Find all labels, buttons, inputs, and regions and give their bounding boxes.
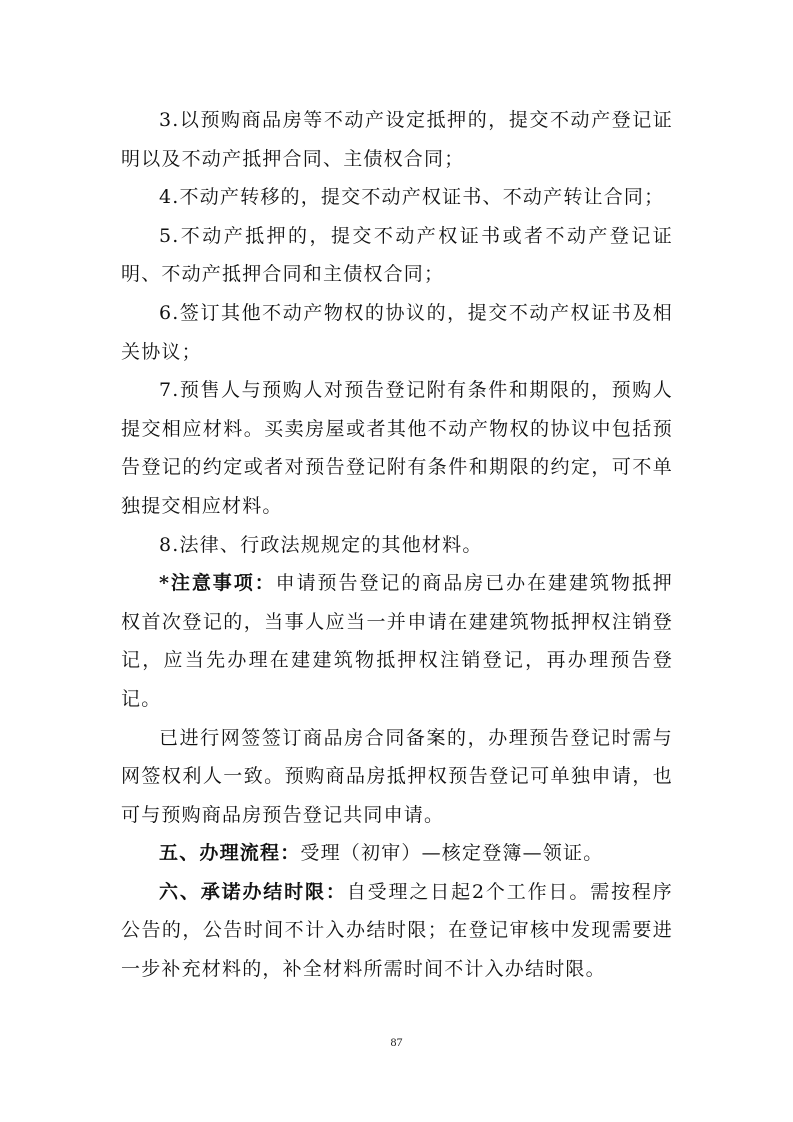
paragraph-online-signing [121, 719, 673, 835]
paragraph-item-3 [121, 101, 673, 178]
notice-heading: *注意事项： [159, 572, 276, 595]
paragraph-text: 申请预告登记的商品房已办在建建筑物抵押权首次登记的，当事人应当一并申请在建建筑物抵押权注销登记，应当先办理在建建筑物抵押权注销登记，再办理预告登记。 [121, 572, 673, 710]
paragraph-process [121, 834, 673, 873]
process-heading: 五、办理流程： [159, 842, 301, 865]
paragraph-text: 7.预售人与预购人对预告登记附有条件和期限的，预购人提交相应材料。买卖房屋或者其他不动产物权的协议中包括预告登记的约定或者对预告登记附有条件和期限的约定，可不单独提交相应材料。 [121, 379, 673, 517]
paragraph-notice [121, 564, 673, 718]
paragraph-text: 6.签订其他不动产物权的协议的，提交不动产权证书及相关协议； [121, 301, 673, 363]
paragraph-text: 3.以预购商品房等不动产设定抵押的，提交不动产登记证明以及不动产抵押合同、主债权合同； [121, 109, 673, 170]
paragraph-item-6 [121, 294, 673, 371]
paragraph-time-limit [121, 873, 673, 989]
page-number: 87 [390, 1035, 403, 1049]
paragraph-item-7 [121, 371, 673, 525]
paragraph-item-4 [121, 178, 673, 217]
paragraph-text: 已进行网签签订商品房合同备案的，办理预告登记时需与网签权利人一致。预购商品房抵押权预告登记可单独申请，也可与预购商品房预告登记共同申请。 [121, 726, 673, 826]
paragraph-text: 4.不动产转移的，提交不动产权证书、不动产转让合同； [159, 186, 665, 209]
paragraph-item-8 [121, 526, 673, 565]
paragraph-text: 受理（初审）—核定登簿—领证。 [300, 842, 604, 865]
paragraph-text: 5.不动产抵押的，提交不动产权证书或者不动产登记证明、不动产抵押合同和主债权合同； [121, 224, 673, 286]
time-limit-heading: 六、承诺办结时限： [159, 880, 347, 903]
paragraph-text: 自受理之日起2个工作日。需按程序公告的，公告时间不计入办结时限；在登记审核中发现需要进一步补充材料的，补全材料所需时间不计入办结时限。 [121, 880, 673, 981]
paragraph-item-5 [121, 217, 673, 294]
document-body [121, 101, 673, 989]
paragraph-text: 8.法律、行政法规规定的其他材料。 [159, 533, 483, 556]
